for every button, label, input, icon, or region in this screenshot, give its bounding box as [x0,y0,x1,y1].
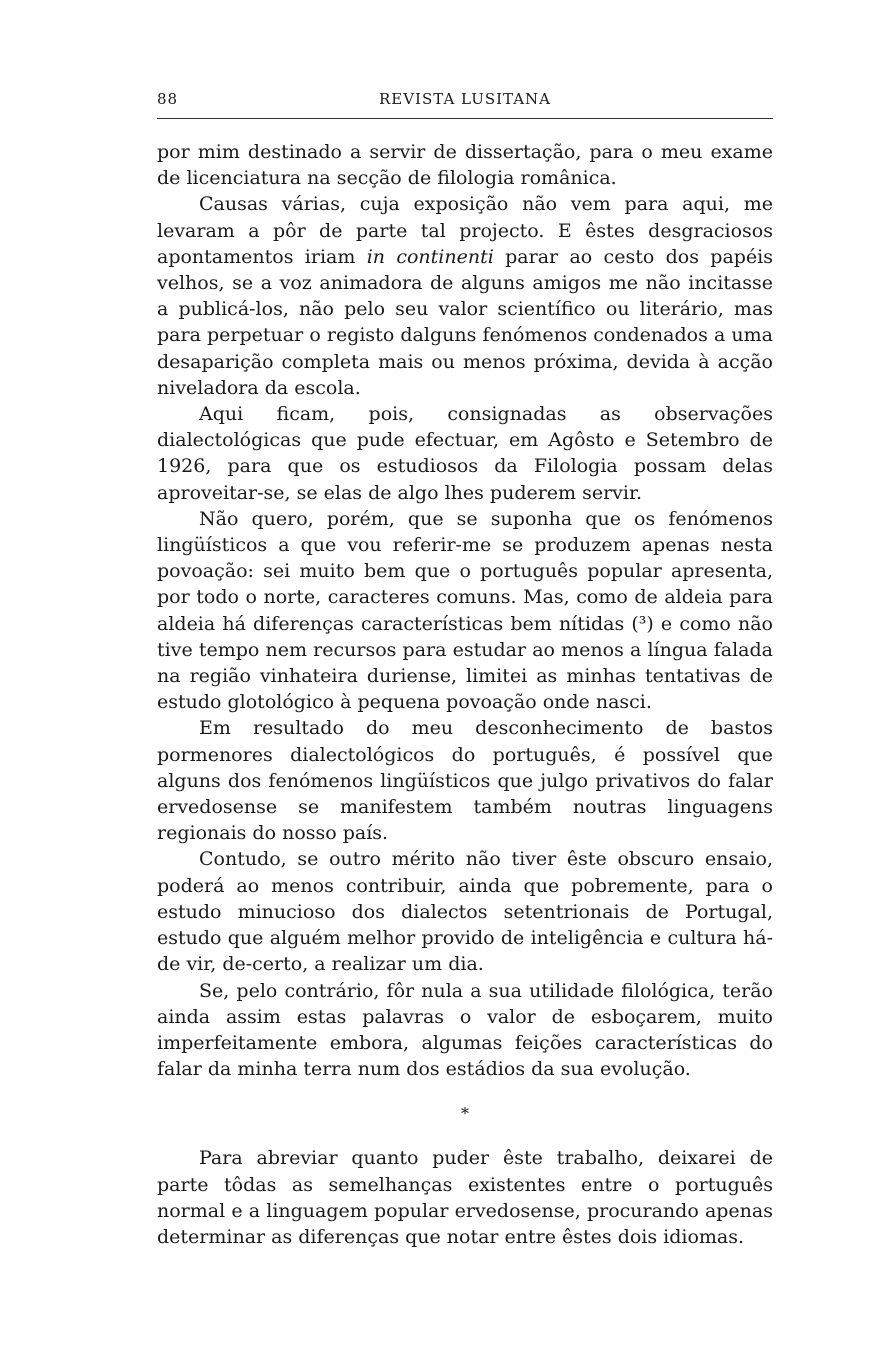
text-run: Aqui ficam, pois, consignadas as observações dialectológicas que pude efectuar, em Agôsto e Setembro de 1926, para que os estudiosos da Filologia possam delas aproveitar-se, se elas de algo lhes puderem servir. [157,403,773,504]
section-separator: * [461,1104,469,1124]
text-run: por mim destinado a servir de dissertação, para o meu exame de licenciatura na secção de filologia românica. [157,141,773,190]
book-page [157,86,773,1250]
paragraph [157,978,773,1083]
paragraph [157,191,773,401]
paragraph [157,139,773,191]
text-run: Não quero, porém, que se suponha que os fenómenos lingüísticos a que vou referir-me se produzem apenas nesta povoação: sei muito bem que o português popular apresenta, por todo o norte, caracteres comuns. Mas, como de aldeia para aldeia há diferenças características bem nítidas (³) e como não tive tempo nem recursos para estudar ao menos a língua falada na região vinhateira duriense, limitei as minhas tentativas de estudo glotológico à pequena povoação onde nasci. [157,507,773,714]
page-number: 88 [157,90,179,108]
paragraph [157,506,773,716]
text-run: Se, pelo contrário, fôr nula a sua utilidade filológica, terão ainda assim estas palavras o valor de esboçarem, muito imperfeitamente embora, algumas feições características do falar da minha terra num dos estádios da sua evolução. [157,979,773,1081]
paragraph [157,401,773,506]
closing-paragraph: Para abreviar quanto puder êste trabalho, deixarei de parte tôdas as semelhanças existentes entre o português normal e a linguagem popular ervedosense, procurando apenas determinar as diferenças que notar entre êstes dois idiomas. [157,1147,773,1248]
header-rule [157,118,773,119]
text-run: Contudo, se outro mérito não tiver êste obscuro ensaio, poderá ao menos contribuir, ainda que pobremente, para o estudo minucioso dos dialectos setentrionais de Portugal, estudo que alguém melhor provido de inteligência e cultura há-de vir, de-certo, a realizar um dia. [157,848,773,976]
italic-phrase: in continenti [366,245,494,268]
paragraph [157,715,773,846]
running-head [157,86,773,112]
text-run: Causas várias, cuja exposição não vem para aqui, me levaram a pôr de parte tal projecto. E êstes desgraciosos apontamentos iriam [157,193,773,268]
text-run: Em resultado do meu desconhecimento de bastos pormenores dialectológicos do português, é possível que alguns dos fenómenos lingüísticos que julgo privativos do falar ervedosense se manifestem também noutras linguagens regionais do nosso país. [157,717,773,845]
journal-title: REVISTA LUSITANA [378,90,552,108]
body-text [157,139,773,1250]
paragraph [157,846,773,977]
text-run: parar ao cesto dos papéis velhos, se a voz animadora de alguns amigos me não incitasse a publicá-los, não pelo seu valor scientífico ou literário, mas para perpetuar o registo dalguns fenómenos condenados a uma desaparição completa mais ou menos próxima, devida à acção niveladora da escola. [157,245,774,399]
